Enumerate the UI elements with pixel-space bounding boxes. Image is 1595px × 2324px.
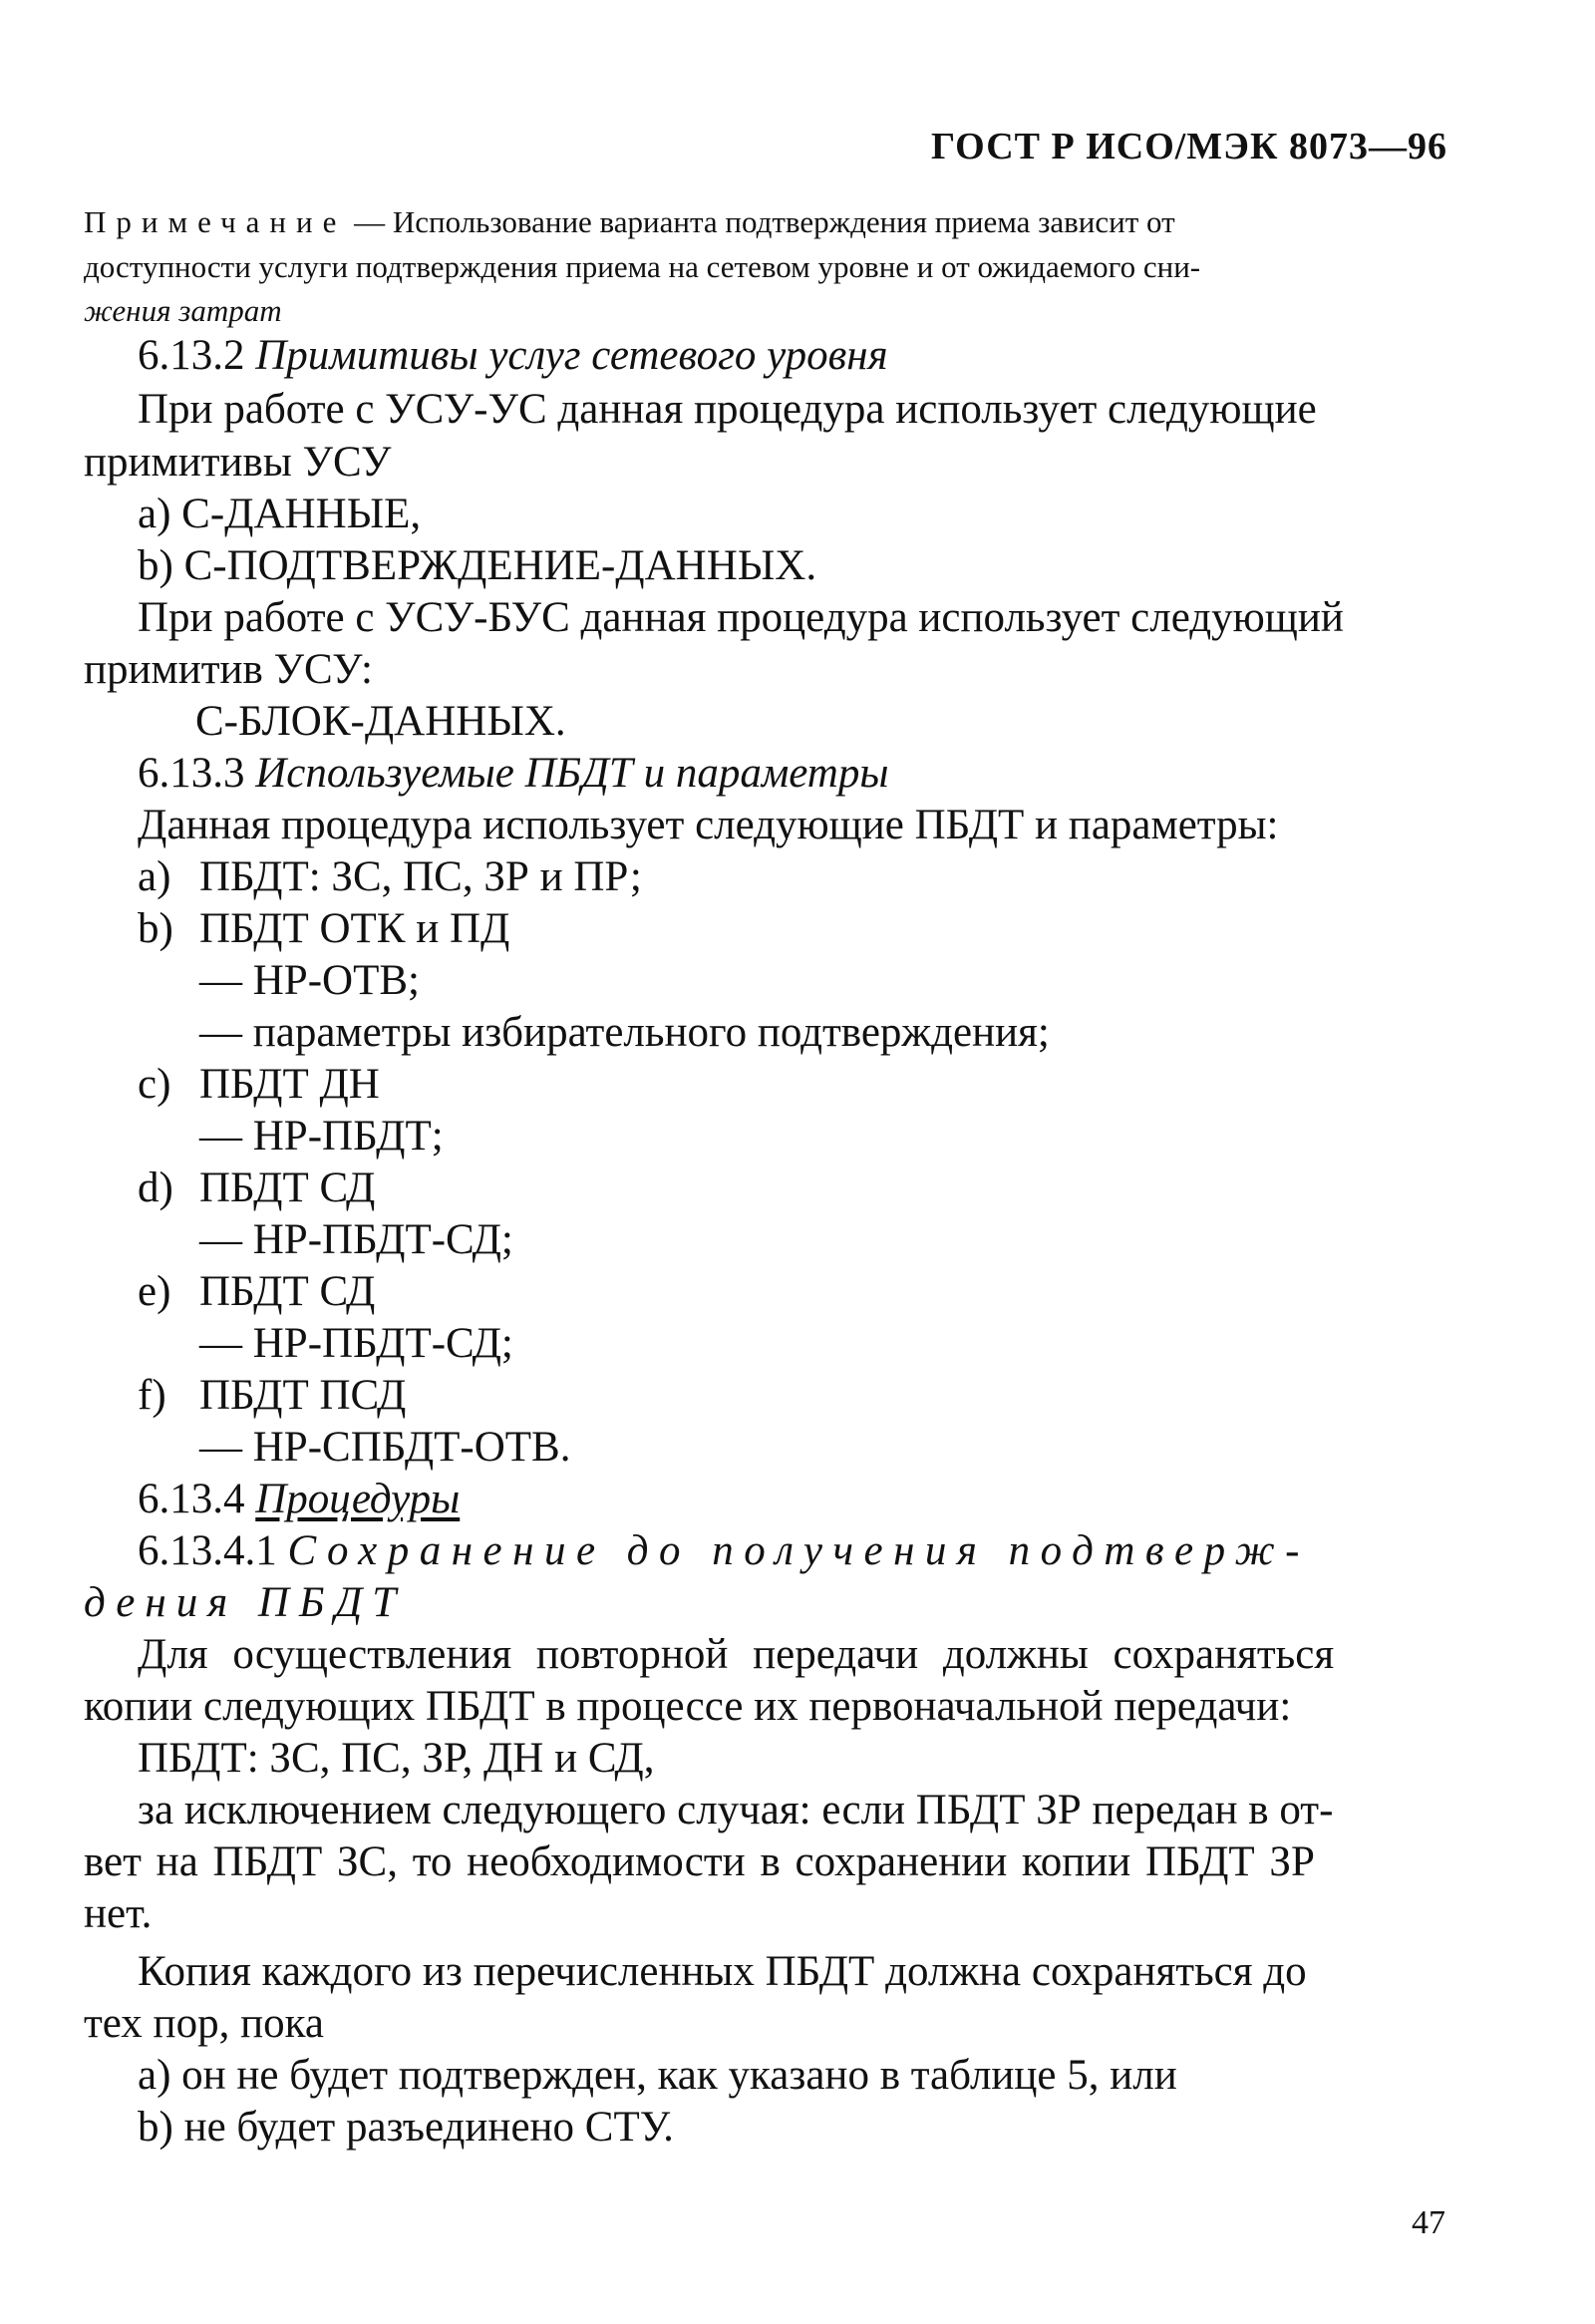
list-item (138, 1063, 380, 1106)
paragraph-line: Для осуществления повторной передачи должны сохраняться (138, 1631, 1335, 1678)
section-number: 6.13.4 (138, 1476, 245, 1522)
paragraph-line: примитивы УСУ (84, 439, 392, 486)
section-title: Используемые ПБДТ и параметры (255, 750, 889, 797)
paragraph-line: При работе с УСУ-БУС данная процедура использует следующий (138, 594, 1344, 641)
section-number: 6.13.3 (138, 750, 245, 797)
list-letter: c) (138, 1061, 171, 1108)
section-heading-6-13-4 (138, 1478, 460, 1520)
list-letter: f) (138, 1372, 166, 1419)
standard-header: ГОСТ Р ИСО/МЭК 8073—96 (930, 126, 1447, 167)
section-title-continued: дения ПБДТ (84, 1579, 407, 1626)
list-subitem: — НР-ПБДТ; (199, 1113, 444, 1160)
list-subitem: — параметры избирательного подтверждения; (199, 1009, 1050, 1056)
list-item: b) С-ПОДТВЕРЖДЕНИЕ-ДАННЫХ. (138, 542, 817, 589)
list-item (138, 907, 509, 950)
paragraph-line: вет на ПБДТ ЗС, то необходимости в сохранении копии ПБДТ ЗР (84, 1838, 1315, 1885)
list-item (138, 1374, 406, 1417)
list-item: С-БЛОК-ДАННЫХ. (195, 698, 566, 745)
note-text-1: — Использование варианта подтверждения приема зависит от (346, 204, 1175, 239)
paragraph-line: копии следующих ПБДТ в процессе их первоначальной передачи: (84, 1683, 1292, 1730)
list-item (138, 855, 642, 898)
paragraph-line: примитив УСУ: (84, 646, 373, 693)
section-title: Сохранение до получения подтверж- (287, 1527, 1310, 1574)
list-item: a) он не будет подтвержден, как указано в таблице 5, или (138, 2052, 1177, 2099)
paragraph-line: Копия каждого из перечисленных ПБДТ должна сохраняться до (138, 1948, 1307, 1995)
paragraph-line: тех пор, пока (84, 2000, 324, 2047)
list-text: ПБДТ ОТК и ПД (199, 905, 510, 952)
section-number: 6.13.2 (138, 332, 245, 379)
paragraph-line: При работе с УСУ-УС данная процедура использует следующие (138, 386, 1317, 433)
note-label: Примечание (84, 204, 347, 239)
list-text: ПБДТ ПСД (199, 1372, 407, 1419)
note-line-3: жения затрат (84, 293, 282, 328)
list-text: ПБДТ СД (199, 1164, 376, 1211)
list-item (138, 1166, 375, 1209)
paragraph-line: за исключением следующего случая: если ПБДТ ЗР передан в от- (138, 1787, 1334, 1833)
paragraph-line: Данная процедура использует следующие ПБДТ и параметры: (138, 802, 1279, 848)
list-item: b) не будет разъединено СТУ. (138, 2104, 674, 2151)
paragraph-line: нет. (84, 1890, 153, 1937)
list-letter: a) (138, 853, 171, 900)
list-subitem: — НР-ПБДТ-СД; (199, 1216, 513, 1263)
list-subitem: — НР-ПБДТ-СД; (199, 1320, 513, 1367)
list-subitem: — НР-ОТВ; (199, 957, 420, 1004)
list-subitem: — НР-СПБДТ-ОТВ. (199, 1424, 571, 1471)
list-letter: d) (138, 1164, 173, 1211)
section-title: Процедуры (255, 1476, 461, 1522)
section-heading-6-13-3 (138, 752, 888, 795)
list-text: ПБДТ ДН (199, 1061, 380, 1108)
section-title: Примитивы услуг сетевого уровня (255, 332, 888, 379)
page-number: 47 (1412, 2204, 1445, 2241)
section-number: 6.13.4.1 (138, 1527, 277, 1574)
section-heading-6-13-4-1 (138, 1529, 1310, 1572)
list-letter: e) (138, 1268, 171, 1315)
note-line-2: доступности услуги подтверждения приема на сетевом уровне и от ожидаемого сни- (84, 249, 1201, 284)
list-letter: b) (138, 905, 173, 952)
section-heading-6-13-2 (138, 334, 888, 377)
note-line-1 (84, 206, 1175, 237)
list-item: a) С-ДАННЫЕ, (138, 491, 422, 537)
paragraph-line: ПБДТ: ЗС, ПС, ЗР, ДН и СД, (138, 1735, 655, 1782)
list-text: ПБДТ: ЗС, ПС, ЗР и ПР; (199, 853, 642, 900)
list-text: ПБДТ СД (199, 1268, 376, 1315)
list-item (138, 1270, 375, 1313)
